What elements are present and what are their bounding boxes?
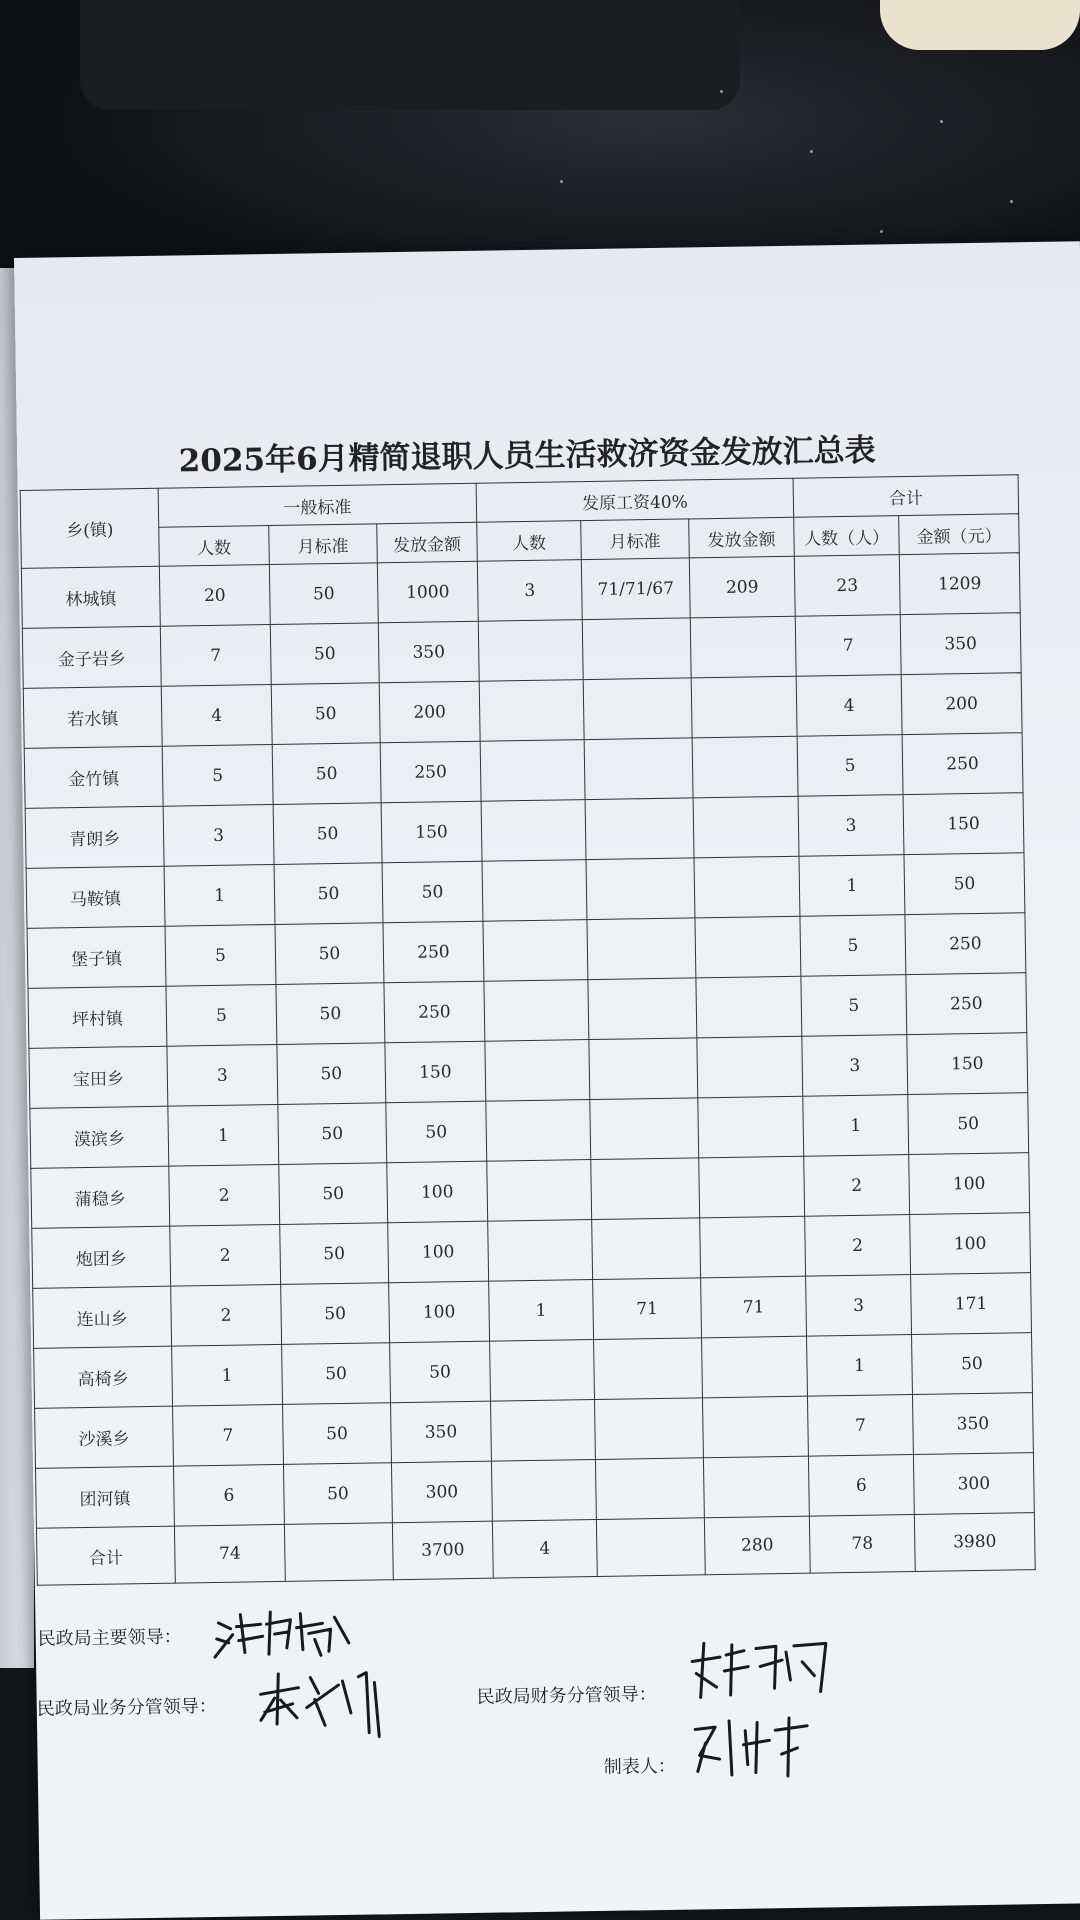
- cell-t-amt: 100: [909, 1153, 1030, 1215]
- cell-town: 金子岩乡: [22, 626, 161, 688]
- cell-town: 金竹镇: [24, 746, 163, 808]
- cell-t-count: 2: [804, 1155, 910, 1217]
- header-t-amt: 金额（元）: [899, 514, 1020, 555]
- cell-t-count: 1: [803, 1095, 909, 1157]
- header-g-count: 人数: [159, 526, 270, 567]
- sparkle: [720, 90, 723, 93]
- cell-town: 宝田乡: [29, 1046, 168, 1108]
- cell-g-std: 50: [272, 743, 381, 805]
- cell-s-amt: [694, 856, 800, 918]
- cell-g-std: 50: [281, 1283, 390, 1345]
- cell-s-count: [483, 920, 588, 982]
- cell-t-count: 5: [800, 915, 906, 977]
- cell-s-std: [588, 978, 697, 1040]
- business-leader-label: 民政局业务分管领导：: [36, 1695, 217, 1720]
- cell-s-std: [595, 1458, 704, 1520]
- cell-g-amt: 50: [386, 1101, 487, 1163]
- cell-g-std: 50: [273, 803, 382, 865]
- sparkle: [880, 230, 883, 233]
- dark-device: [80, 0, 740, 110]
- cell-t-amt: 50: [908, 1093, 1029, 1155]
- total-t-amt: 3980: [914, 1513, 1035, 1572]
- cell-g-amt: 50: [382, 861, 483, 923]
- cell-t-amt: 50: [904, 853, 1025, 915]
- document-title: 2025年6月精简退职人员生活救济资金发放汇总表: [178, 432, 876, 480]
- main-leader-label: 民政局主要领导：: [37, 1626, 182, 1650]
- cell-s-count: [488, 1220, 593, 1282]
- cell-s-std: [594, 1338, 703, 1400]
- cell-g-amt: 350: [378, 621, 479, 683]
- cell-g-std: 50: [282, 1343, 391, 1405]
- cell-t-amt: 150: [903, 793, 1024, 855]
- cell-g-std: 50: [274, 863, 383, 925]
- cell-s-count: [480, 740, 585, 802]
- cell-g-count: 7: [173, 1404, 284, 1466]
- cell-g-amt: 100: [388, 1221, 489, 1283]
- total-g-count: 74: [174, 1524, 285, 1583]
- cell-s-amt: 71: [701, 1276, 807, 1338]
- cell-s-amt: [703, 1456, 809, 1518]
- cell-t-count: 1: [799, 855, 905, 917]
- cell-g-std: 50: [276, 983, 385, 1045]
- cell-t-count: 3: [798, 795, 904, 857]
- cell-g-amt: 200: [379, 681, 480, 743]
- total-t-count: 78: [809, 1515, 915, 1574]
- cell-town: 高椅乡: [34, 1346, 173, 1408]
- total-s-std: [596, 1518, 705, 1577]
- cell-town: 团河镇: [36, 1466, 175, 1528]
- cell-g-std: 50: [277, 1043, 386, 1105]
- sparkle: [1010, 200, 1013, 203]
- cell-g-count: 6: [173, 1464, 284, 1526]
- total-g-amt: 3700: [392, 1521, 493, 1580]
- cell-g-count: 4: [161, 685, 272, 747]
- cell-town: 若水镇: [23, 686, 162, 748]
- cell-s-count: [491, 1460, 596, 1522]
- cell-g-count: 2: [169, 1164, 280, 1226]
- cell-g-count: 2: [171, 1284, 282, 1346]
- cell-s-std: [585, 798, 694, 860]
- total-s-count: 4: [492, 1520, 597, 1579]
- cell-town: 蒲稳乡: [31, 1166, 170, 1228]
- cell-g-std: 50: [283, 1463, 392, 1525]
- cell-s-amt: [700, 1216, 806, 1278]
- cell-g-amt: 250: [384, 981, 485, 1043]
- cell-t-count: 2: [805, 1215, 911, 1277]
- cell-s-count: [482, 860, 587, 922]
- business-leader-signature: [254, 1662, 395, 1744]
- cell-t-count: 7: [807, 1395, 913, 1457]
- table-body: [21, 553, 1034, 1529]
- sparkle: [940, 120, 943, 123]
- cell-s-count: [485, 1040, 590, 1102]
- cell-g-std: 50: [271, 683, 380, 745]
- cell-t-amt: 1209: [899, 553, 1020, 615]
- cell-g-amt: 300: [391, 1461, 492, 1523]
- cell-g-count: 5: [165, 924, 276, 986]
- header-s-amt: 发放金额: [689, 517, 795, 558]
- header-g-amt: 发放金额: [377, 522, 478, 563]
- cell-t-amt: 250: [902, 733, 1023, 795]
- cell-s-std: [587, 918, 696, 980]
- cell-s-count: [491, 1400, 596, 1462]
- cell-g-count: 1: [164, 864, 275, 926]
- header-salary: 发原工资40%: [476, 478, 794, 522]
- cell-g-count: 7: [160, 625, 271, 687]
- cell-g-count: 20: [159, 565, 270, 627]
- cell-town: 连山乡: [33, 1286, 172, 1348]
- cell-g-amt: 250: [380, 741, 481, 803]
- cell-t-count: 7: [795, 615, 901, 677]
- cell-t-count: 1: [807, 1335, 913, 1397]
- cell-g-amt: 1000: [377, 561, 478, 623]
- cell-s-amt: [695, 916, 801, 978]
- cell-t-count: 5: [797, 735, 903, 797]
- cell-s-std: 71: [593, 1278, 702, 1340]
- cell-g-std: 50: [270, 623, 379, 685]
- main-leader-signature: [210, 1603, 361, 1660]
- cell-t-amt: 50: [912, 1333, 1033, 1395]
- cell-t-amt: 150: [907, 1033, 1028, 1095]
- total-g-std: [284, 1523, 393, 1582]
- cell-t-count: 23: [794, 555, 900, 617]
- cell-g-count: 1: [172, 1344, 283, 1406]
- cup: [880, 0, 1080, 50]
- cell-t-amt: 171: [911, 1273, 1032, 1335]
- cell-g-std: 50: [280, 1223, 389, 1285]
- cell-s-std: [590, 1098, 699, 1160]
- cell-s-std: 71/71/67: [581, 558, 690, 620]
- cell-g-amt: 150: [381, 801, 482, 863]
- cell-s-std: [583, 678, 692, 740]
- cell-t-amt: 200: [901, 673, 1022, 735]
- cell-g-std: 50: [279, 1163, 388, 1225]
- finance-leader-signature: [686, 1635, 837, 1717]
- cell-t-amt: 350: [912, 1393, 1033, 1455]
- header-total: 合计: [793, 475, 1019, 518]
- cell-s-count: [479, 680, 584, 742]
- sparkle: [810, 150, 813, 153]
- cell-g-count: 3: [163, 804, 274, 866]
- cell-s-count: [478, 620, 583, 682]
- sparkle: [560, 180, 563, 183]
- cell-t-amt: 350: [900, 613, 1021, 675]
- cell-g-amt: 250: [383, 921, 484, 983]
- cell-t-amt: 250: [905, 913, 1026, 975]
- cell-g-count: 1: [168, 1104, 279, 1166]
- signature-area: [35, 1592, 1040, 1908]
- cell-t-amt: 100: [910, 1213, 1031, 1275]
- cell-s-std: [584, 738, 693, 800]
- cell-s-count: 3: [477, 560, 582, 622]
- cell-town: 马鞍镇: [26, 866, 165, 928]
- cell-town: 青朗乡: [25, 806, 164, 868]
- cell-g-std: 50: [269, 563, 378, 625]
- cell-town: 林城镇: [21, 566, 160, 628]
- preparer-label: 制表人：: [603, 1755, 676, 1778]
- cell-s-count: [484, 980, 589, 1042]
- cell-g-std: 50: [275, 923, 384, 985]
- cell-t-count: 6: [808, 1455, 914, 1517]
- cell-t-count: 3: [802, 1035, 908, 1097]
- cell-s-std: [586, 858, 695, 920]
- cell-s-std: [595, 1398, 704, 1460]
- cell-s-std: [591, 1158, 700, 1220]
- header-town: 乡(镇): [20, 488, 159, 568]
- cell-s-count: [481, 800, 586, 862]
- cell-s-amt: [691, 676, 797, 738]
- cell-g-count: 5: [166, 984, 277, 1046]
- cell-s-count: 1: [489, 1280, 594, 1342]
- cell-town: 沙溪乡: [35, 1406, 174, 1468]
- preparer-signature: [689, 1714, 820, 1786]
- cell-s-amt: [699, 1156, 805, 1218]
- cell-s-std: [592, 1218, 701, 1280]
- cell-g-std: 50: [278, 1103, 387, 1165]
- cell-s-count: [486, 1100, 591, 1162]
- cell-s-amt: [693, 796, 799, 858]
- cell-s-amt: [692, 736, 798, 798]
- cell-s-std: [582, 618, 691, 680]
- document-page: [14, 241, 1080, 1920]
- total-label: 合计: [36, 1526, 175, 1585]
- cell-t-count: 5: [801, 975, 907, 1037]
- total-s-amt: 280: [704, 1516, 810, 1575]
- cell-town: 坪村镇: [28, 986, 167, 1048]
- cell-g-amt: 50: [390, 1341, 491, 1403]
- cell-g-count: 2: [170, 1224, 281, 1286]
- cell-s-amt: [698, 1096, 804, 1158]
- cell-t-amt: 300: [913, 1453, 1034, 1515]
- cell-g-count: 5: [162, 745, 273, 807]
- cell-s-amt: [696, 976, 802, 1038]
- header-t-count: 人数（人）: [794, 516, 900, 557]
- header-s-count: 人数: [477, 521, 582, 562]
- cell-g-std: 50: [283, 1403, 392, 1465]
- cell-t-count: 4: [796, 675, 902, 737]
- finance-leader-label: 民政局财务分管领导：: [476, 1684, 657, 1708]
- cell-town: 漠滨乡: [30, 1106, 169, 1168]
- cell-s-amt: [697, 1036, 803, 1098]
- cell-s-amt: [702, 1336, 808, 1398]
- cell-g-count: 3: [167, 1044, 278, 1106]
- cell-g-amt: 150: [385, 1041, 486, 1103]
- cell-g-amt: 350: [391, 1401, 492, 1463]
- header-general: 一般标准: [158, 483, 477, 527]
- cell-s-count: [487, 1160, 592, 1222]
- cell-g-amt: 100: [389, 1281, 490, 1343]
- cell-s-std: [589, 1038, 698, 1100]
- cell-s-count: [490, 1340, 595, 1402]
- header-s-std: 月标准: [581, 519, 690, 560]
- cell-s-amt: [702, 1396, 808, 1458]
- cell-town: 炮团乡: [32, 1226, 171, 1288]
- cell-t-amt: 250: [906, 973, 1027, 1035]
- cell-s-amt: 209: [689, 556, 795, 618]
- cell-g-amt: 100: [387, 1161, 488, 1223]
- cell-town: 堡子镇: [27, 926, 166, 988]
- cell-s-amt: [690, 616, 796, 678]
- header-g-std: 月标准: [269, 524, 378, 565]
- cell-t-count: 3: [806, 1275, 912, 1337]
- relief-summary-table: [20, 474, 1036, 1586]
